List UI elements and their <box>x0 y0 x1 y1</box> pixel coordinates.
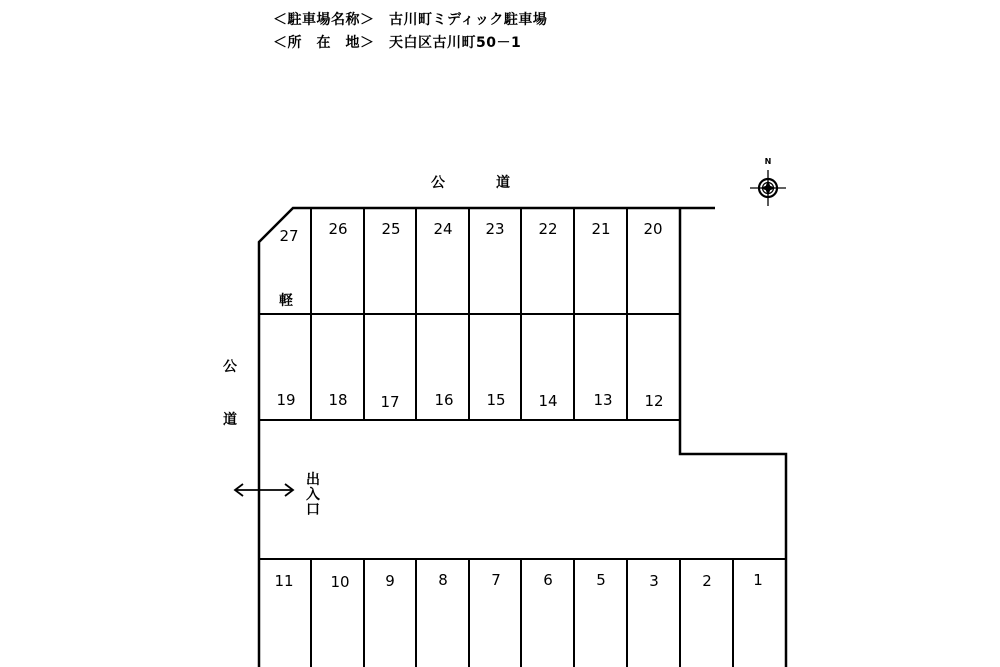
space-number: 6 <box>543 571 553 589</box>
space-number: 24 <box>433 220 453 238</box>
compass-icon <box>750 157 786 206</box>
stall-lines <box>259 208 786 667</box>
space-number: 19 <box>276 391 296 409</box>
space-number: 16 <box>434 391 454 409</box>
space-number: 3 <box>649 572 659 590</box>
space-number: 8 <box>438 571 448 589</box>
entrance-arrow-icon <box>235 484 293 496</box>
lot-outline <box>259 208 786 667</box>
space-number: 18 <box>328 391 348 409</box>
kei-car-label: 軽 <box>279 293 293 309</box>
space-number: 14 <box>538 392 558 410</box>
space-number: 26 <box>328 220 348 238</box>
entrance-label-1: 出 <box>306 472 320 488</box>
space-number: 7 <box>491 571 501 589</box>
space-number: 20 <box>643 220 663 238</box>
space-number: 23 <box>485 220 505 238</box>
space-number: 10 <box>330 573 350 591</box>
space-number: 2 <box>702 572 712 590</box>
space-number: 22 <box>538 220 558 238</box>
address-line: ＜所 在 地＞ 天白区古川町50－1 <box>273 35 522 51</box>
space-number: 5 <box>596 571 606 589</box>
space-number: 15 <box>486 391 506 409</box>
road-top-label-1: 公 <box>431 175 445 191</box>
space-number: 13 <box>593 391 613 409</box>
space-number: 1 <box>753 571 763 589</box>
space-number: 9 <box>385 572 395 590</box>
space-number: 12 <box>644 392 664 410</box>
space-number: 17 <box>380 393 400 411</box>
entrance-label-2: 入 <box>306 487 320 503</box>
space-number: 25 <box>381 220 401 238</box>
parking-name-line: ＜駐車場名称＞ 古川町ミディック駐車場 <box>273 12 548 28</box>
space-number: 27 <box>279 227 299 245</box>
road-top-label-2: 道 <box>496 175 510 191</box>
road-left-label-2: 道 <box>223 412 237 428</box>
entrance-label-3: 口 <box>306 502 320 518</box>
space-number: 11 <box>274 572 294 590</box>
compass-north-label: N <box>764 157 772 166</box>
road-left-label-1: 公 <box>223 359 237 375</box>
space-number: 21 <box>591 220 611 238</box>
